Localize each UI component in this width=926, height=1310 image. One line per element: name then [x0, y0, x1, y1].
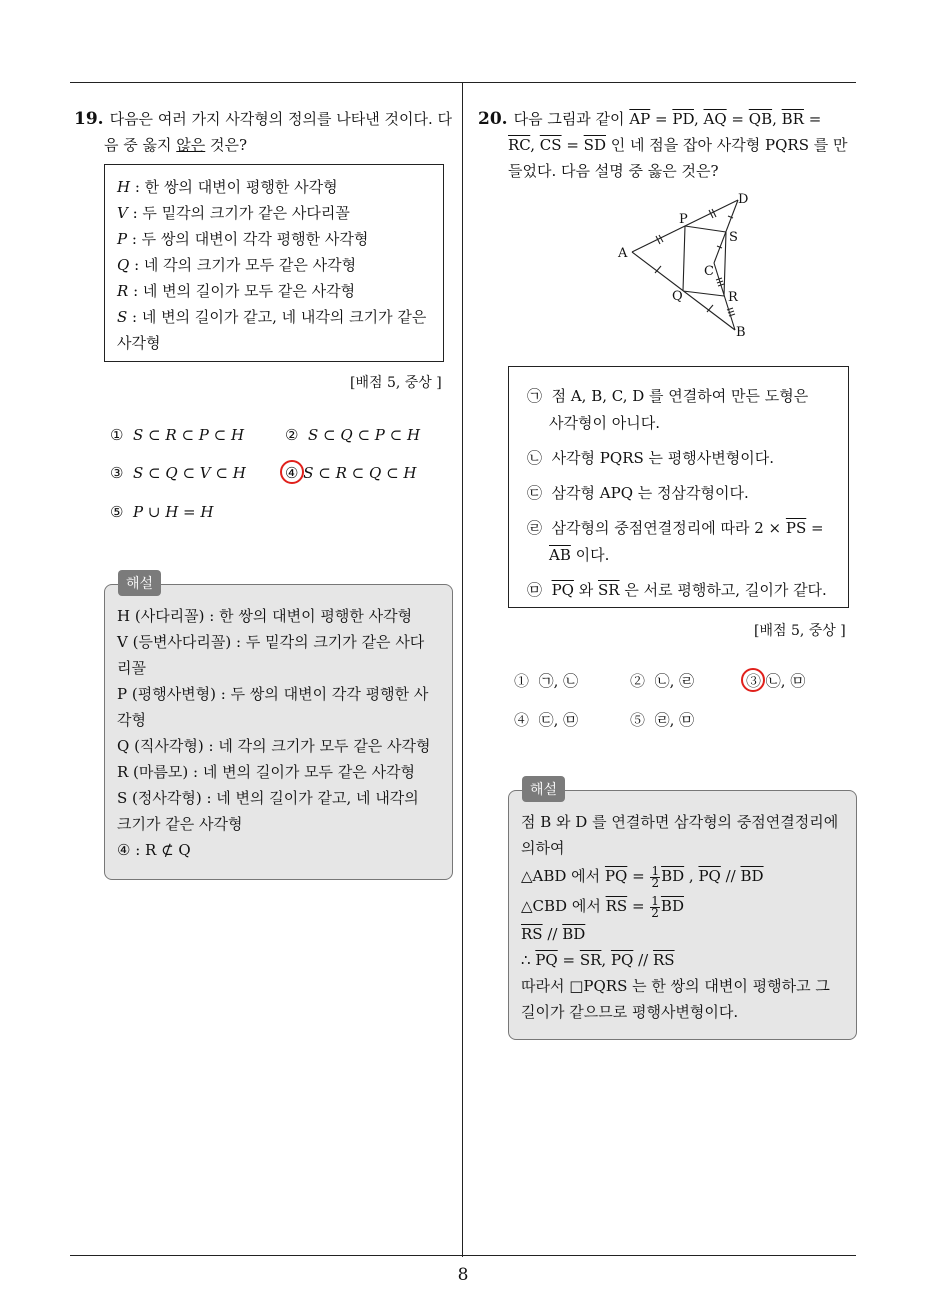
top-rule: [70, 82, 856, 83]
column-divider: [462, 82, 463, 1257]
q20-text-line3: 들었다. 다음 설명 중 옳은 것은?: [508, 162, 719, 180]
q20-choice-1[interactable]: ① ㉠, ㉡: [514, 672, 579, 690]
q20-item-2: ㉡ 사각형 PQRS 는 평행사변형이다.: [527, 449, 774, 467]
label-a: A: [618, 246, 628, 261]
q19-def-p: P : 두 쌍의 대변이 각각 평행한 사각형: [117, 230, 369, 248]
q20-item-4: ㉣ 삼각형의 중점연결정리에 따라 $2 \times \overline{PS}$ = $\overline{AB}$ 이다.: [527, 519, 824, 564]
q20-stem: 20. 다음 그림과 같이 $\overline{AP} = \overline{PD}$, $\overline{AQ} = \overline{QB}$, $\overline{BR}$ = $\overline{RC}$, $\overline{CS} = \overline{SD}$ 인 네 점을 잡아 사각형 PQRS 를 만 들었다. 다음 설명 중 옳은 것은?: [478, 106, 860, 184]
q19-sol-line: 각형: [117, 711, 146, 729]
q19-text-line2a: 음 중 옳지: [104, 136, 177, 154]
q19-number: 19.: [74, 109, 104, 129]
q19-sol-line: S (정사각형) : 네 변의 길이가 같고, 네 내각의: [117, 789, 419, 807]
q19-choice-5[interactable]: ⑤ P ∪ H = H: [110, 503, 214, 521]
q20-answer-circle-mark: [741, 668, 765, 692]
q19-def-s: S : 네 변의 길이가 같고, 네 내각의 크기가 같은: [117, 308, 427, 326]
one-half-fraction: $\frac{1}{2}$: [651, 863, 660, 890]
q19-def-v: V : 두 밑각의 크기가 같은 사다리꼴: [117, 204, 350, 222]
q19-underlined-word: 않은: [176, 136, 206, 154]
q19-answer-circle-mark: [280, 460, 304, 484]
q19-stem: [74, 106, 454, 158]
q19-sol-line: H (사다리꼴) : 한 쌍의 대변이 평행한 사각형: [117, 607, 413, 625]
q19-sol-line: V (등변사다리꼴) : 두 밑각의 크기가 같은 사다: [117, 633, 425, 651]
bottom-rule: [70, 1255, 856, 1256]
q20-sol-line8: 길이가 같으므로 평행사변형이다.: [521, 1003, 739, 1021]
q19-choice-1[interactable]: ① S ⊂ R ⊂ P ⊂ H: [110, 426, 245, 444]
page-number: 8: [457, 1265, 469, 1285]
label-c: C: [704, 264, 714, 279]
q20-score: [배점 5, 중상 ]: [754, 623, 846, 639]
edge-pq: [683, 226, 685, 291]
q19-text-line2b: 것은?: [205, 136, 248, 154]
edge-ps: [685, 226, 726, 232]
q20-sol-line1: 점 B 와 D 를 연결하면 삼각형의 중점연결정리에: [521, 813, 839, 831]
q19-sol-line: R (마름모) : 네 변의 길이가 모두 같은 사각형: [117, 763, 416, 781]
q20-choice-5[interactable]: ⑤ ㉣, ㉤: [630, 711, 695, 729]
label-r: R: [728, 290, 738, 305]
q20-item-5: ㉤ $\overline{PQ}$ 와 $\overline{SR}$ 은 서로 평행하고, 길이가 같다.: [527, 581, 827, 599]
q20-sol-line2: 의하여: [521, 839, 565, 857]
quadrilateral-figure: [610, 190, 760, 340]
q20-solution-box: [508, 790, 857, 1040]
q19-choice-2[interactable]: ② S ⊂ Q ⊂ P ⊂ H: [285, 426, 421, 444]
q19-solution-box: [104, 584, 453, 880]
q20-solution-tag: 해설: [522, 776, 565, 802]
q19-def-s-cont: 사각형: [117, 334, 161, 352]
q20-item-3: ㉢ 삼각형 APQ 는 정삼각형이다.: [527, 484, 749, 502]
q20-item-1: ㉠ 점 A, B, C, D 를 연결하여 만든 도형은 사각형이 아니다.: [527, 387, 809, 432]
q19-text-line1: 다음은 여러 가지 사각형의 정의를 나타낸 것이다. 다: [109, 110, 453, 128]
q19-choice-3[interactable]: ③ S ⊂ Q ⊂ V ⊂ H: [110, 464, 246, 482]
q19-def-q: Q : 네 각의 크기가 모두 같은 사각형: [117, 256, 357, 274]
edge-sr: [724, 232, 726, 296]
q20-choice-4[interactable]: ④ ㉢, ㉤: [514, 711, 579, 729]
q19-def-h: H : 한 쌍의 대변이 평행한 사각형: [117, 178, 338, 196]
q19-score: [배점 5, 중상 ]: [350, 375, 442, 391]
label-p: P: [679, 212, 688, 227]
label-d: D: [738, 192, 749, 207]
q19-sol-line: Q (직사각형) : 네 각의 크기가 모두 같은 사각형: [117, 737, 431, 755]
q19-choice-4[interactable]: ④ S ⊂ R ⊂ Q ⊂ H: [285, 464, 417, 482]
q20-number: 20.: [478, 109, 508, 129]
q20-sol-line7: 따라서 □PQRS 는 한 쌍의 대변이 평행하고 그: [521, 977, 830, 995]
q20-sol-line4: △CBD 에서 $\overline{RS}$ = $\frac{1}{2}$ $\overline{BD}$: [521, 893, 684, 920]
q20-sol-line5: $\overline{RS} // \overline{BD}$: [521, 925, 586, 943]
q19-definition-box: [104, 164, 444, 362]
q20-sol-line6: ∴ $\overline{PQ} = \overline{SR}$, $\overline{PQ} // \overline{RS}$: [521, 951, 675, 969]
q19-solution-tag: 해설: [118, 570, 161, 596]
label-s: S: [729, 230, 738, 245]
q19-sol-line: 크기가 같은 사각형: [117, 815, 243, 833]
q19-sol-line: P (평행사변형) : 두 쌍의 대변이 각각 평행한 사: [117, 685, 429, 703]
q20-sol-line3: △ABD 에서 $\overline{PQ}$ = $\frac{1}{2}$ $\overline{BD}$ , $\overline{PQ} // \overline{BD}$: [521, 863, 764, 890]
q20-choice-3[interactable]: ③ ㉡, ㉤: [746, 672, 806, 690]
q19-def-r: R : 네 변의 길이가 모두 같은 사각형: [117, 282, 356, 300]
q19-sol-line: ④ : R ⊄ Q: [117, 841, 191, 859]
q19-sol-line: 리꼴: [117, 659, 146, 677]
q20-statement-box: [508, 366, 849, 608]
label-q: Q: [672, 289, 683, 304]
one-half-fraction: $\frac{1}{2}$: [651, 893, 659, 920]
label-b: B: [736, 325, 746, 340]
q20-choice-2[interactable]: ② ㉡, ㉣: [630, 672, 695, 690]
